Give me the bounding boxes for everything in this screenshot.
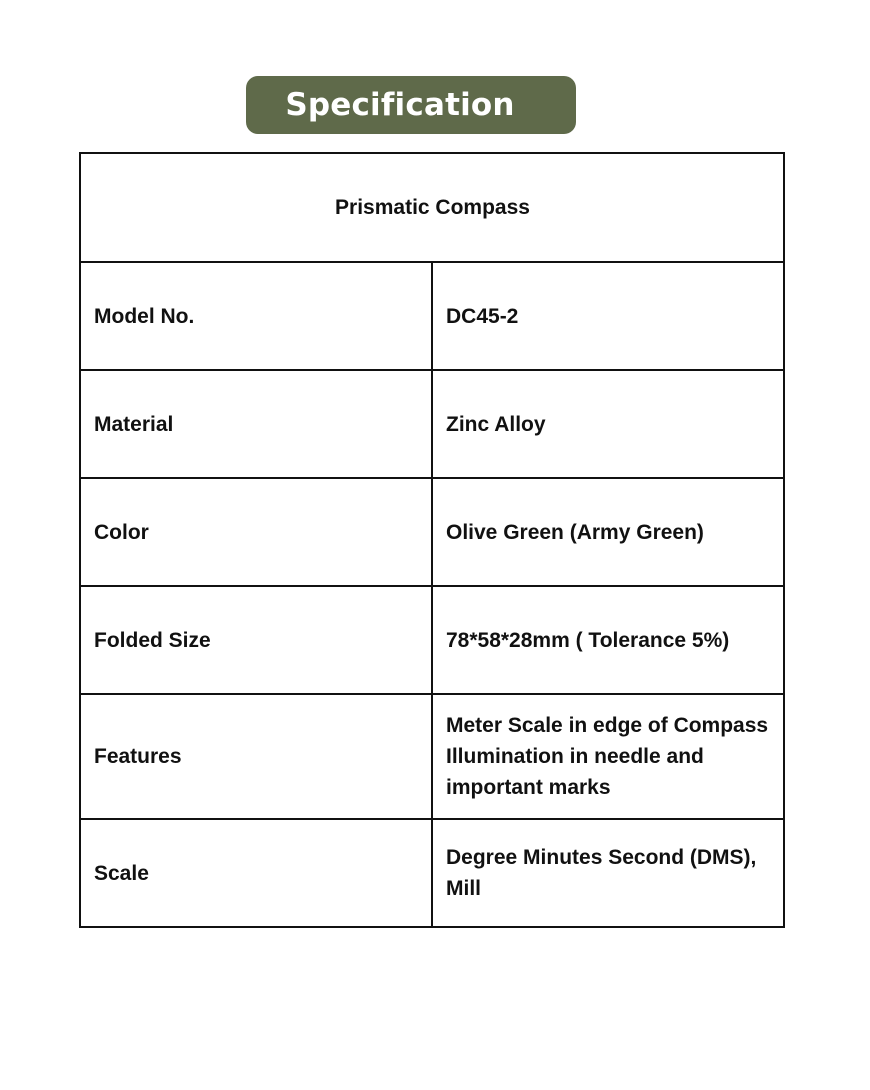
table-header-row xyxy=(80,153,784,262)
row-label-features: Features xyxy=(80,694,432,819)
row-value-folded-size: 78*58*28mm ( Tolerance 5%) xyxy=(432,586,784,694)
table-row xyxy=(80,370,784,478)
row-value-color: Olive Green (Army Green) xyxy=(432,478,784,586)
specification-table xyxy=(79,152,785,928)
row-label-material: Material xyxy=(80,370,432,478)
row-value-model: DC45-2 xyxy=(432,262,784,370)
row-label-folded-size: Folded Size xyxy=(80,586,432,694)
table-row xyxy=(80,262,784,370)
table-row xyxy=(80,819,784,927)
specification-header xyxy=(246,76,576,134)
table-row xyxy=(80,694,784,819)
row-label-color: Color xyxy=(80,478,432,586)
table-row xyxy=(80,478,784,586)
row-value-material: Zinc Alloy xyxy=(432,370,784,478)
product-name-cell: Prismatic Compass xyxy=(80,153,784,262)
row-value-features: Meter Scale in edge of Compass Illumination in needle and important marks xyxy=(432,694,784,819)
row-label-scale: Scale xyxy=(80,819,432,927)
row-label-model: Model No. xyxy=(80,262,432,370)
table-row xyxy=(80,586,784,694)
row-value-scale: Degree Minutes Second (DMS), Mill xyxy=(432,819,784,927)
specification-title: Specification xyxy=(285,87,515,123)
